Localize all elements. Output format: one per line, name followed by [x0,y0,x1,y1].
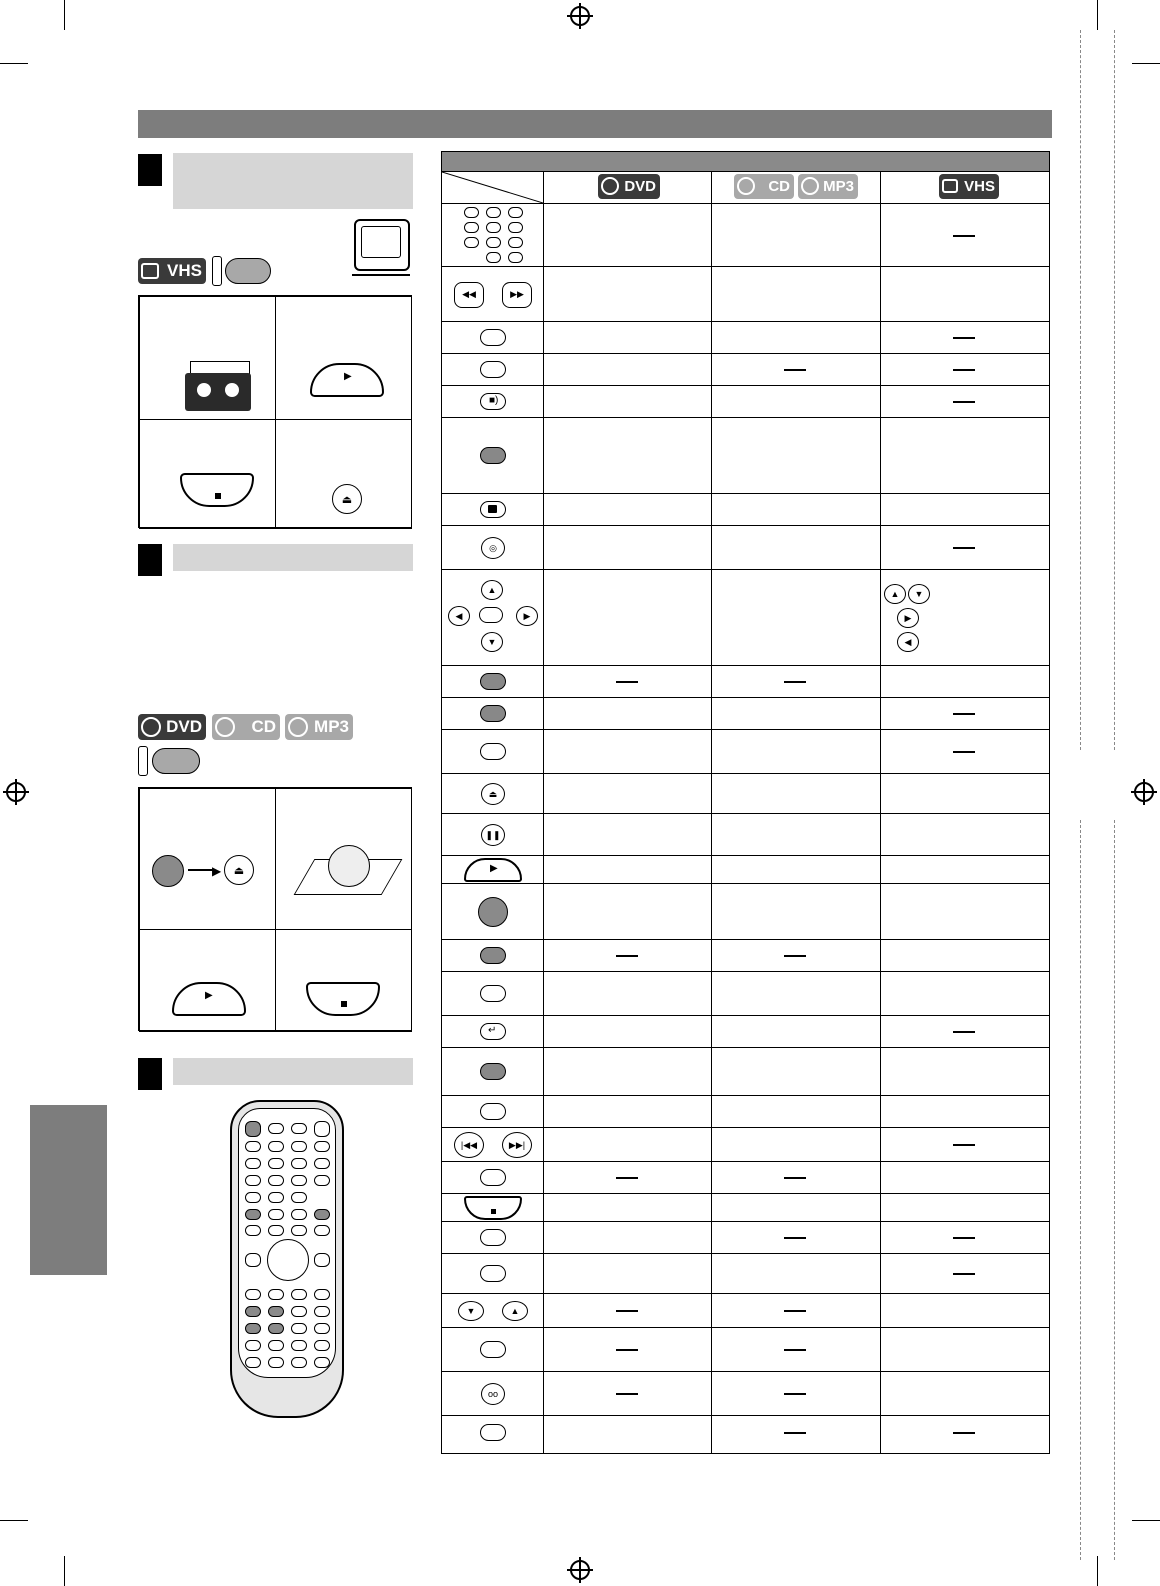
remote-key [291,1192,307,1203]
skip-forward-button-icon: ▶▶| [502,1132,532,1158]
remote-key [245,1253,261,1267]
remote-key [268,1357,284,1368]
remote-key [291,1340,307,1351]
function-table [441,151,1050,1454]
right-arrow-icon: ▶ [516,606,538,626]
remote-button-icon [480,361,506,378]
remote-key [291,1306,307,1317]
fast-forward-button-icon: ▶▶ [502,282,532,308]
step-cell-eject [275,419,412,529]
remote-key [245,1209,261,1220]
remote-face [238,1108,336,1378]
power-button-icon [152,855,184,887]
play-button-icon: ▶ [310,363,384,397]
table-row [442,814,1049,856]
remote-key [291,1357,307,1368]
table-row [442,940,1049,972]
table-header-row [442,152,1049,172]
remote-key [268,1123,284,1134]
remote-key [314,1306,330,1317]
remote-dpad [267,1239,309,1281]
up-arrow-icon: ▲ [481,580,503,600]
section-number-2 [138,544,162,576]
not-available-dash [616,681,638,683]
grey-round-button-icon [478,897,508,927]
remote-key [268,1141,284,1152]
vhs-cassette-icon [185,373,251,411]
remote-button-icon [480,985,506,1002]
table-row [442,730,1049,774]
remote-key [291,1289,307,1300]
not-available-dash [616,955,638,957]
table-row [442,1162,1049,1194]
remote-key [245,1340,261,1351]
remote-key [291,1225,307,1236]
remote-key [314,1225,330,1236]
remote-key [291,1209,307,1220]
not-available-dash [616,1393,638,1395]
number-key-icon [486,207,501,218]
not-available-dash [953,1273,975,1275]
remote-key [245,1192,261,1203]
not-available-dash [953,401,975,403]
left-arrow-icon: ◀ [897,632,919,652]
not-available-dash [616,1310,638,1312]
arrow-icon [188,869,214,871]
down-arrow-icon: ▼ [908,584,930,604]
remote-key [245,1175,261,1186]
table-vhs-badge [939,174,999,199]
crop-mark [64,1556,65,1586]
not-available-dash [953,1432,975,1434]
remote-key [245,1121,261,1137]
right-arrow-icon: ▶ [897,608,919,628]
not-available-dash [616,1349,638,1351]
remote-key [291,1175,307,1186]
tv-icon [354,219,410,271]
registration-mark-icon [570,1560,590,1580]
table-row [442,1016,1049,1048]
table-row [442,322,1049,354]
play-button-icon: ▶ [172,982,246,1016]
remote-button-icon [480,447,506,464]
section-heading-1 [173,153,413,209]
table-dvd-badge [598,174,660,199]
step-cell-play [275,296,412,420]
table-row [442,418,1049,494]
remote-key [314,1141,330,1152]
step-cell-load-disc [275,788,412,930]
number-key-icon [508,237,523,248]
remote-key [268,1323,284,1334]
remote-key [314,1209,330,1220]
not-available-dash [784,1237,806,1239]
remote-key [268,1225,284,1236]
remote-button-icon [480,705,506,722]
not-available-dash [784,1432,806,1434]
remote-control-illustration [230,1100,344,1418]
remote-button-icon [480,1229,506,1246]
crop-mark [0,1520,28,1521]
table-row [442,666,1049,698]
stop-button-icon [306,982,380,1016]
remote-key [314,1357,330,1368]
registration-mark-icon [6,782,26,802]
step-cell-stop [139,419,276,529]
not-available-dash [953,337,975,339]
table-row [442,774,1049,814]
fold-line [1080,820,1081,1560]
number-key-icon [464,207,479,218]
fold-line [1114,30,1115,750]
remote-key [314,1158,330,1169]
cd-badge [212,714,280,740]
remote-button-icon [480,329,506,346]
table-row [442,1294,1049,1328]
table-row [442,1128,1049,1162]
table-row [442,1048,1049,1096]
remote-key [268,1175,284,1186]
remote-key [245,1289,261,1300]
remote-button-icon [480,1063,506,1080]
up-arrow-icon: ▲ [502,1301,528,1321]
number-key-icon [486,222,501,233]
not-available-dash [784,681,806,683]
remote-button-icon [480,947,506,964]
table-row [442,972,1049,1016]
eject-button-icon: ⏏ [332,484,362,514]
table-row [442,204,1049,267]
remote-key [245,1141,261,1152]
remote-key [268,1158,284,1169]
table-row [442,1328,1049,1372]
dvd-mode-indicator [138,746,148,776]
number-key-icon [508,207,523,218]
remote-key [268,1289,284,1300]
table-row [442,856,1049,884]
enter-button-icon [479,607,503,623]
remote-key [291,1158,307,1169]
eject-button-icon: ⏏ [481,783,505,805]
remote-key [291,1123,307,1134]
remote-button-icon [480,1341,506,1358]
down-arrow-icon: ▼ [458,1301,484,1321]
table-dvd-label: DVD [624,178,656,195]
number-key-icon [464,222,479,233]
remote-key [314,1121,330,1137]
header-band [138,110,1052,138]
vhs-steps-grid [138,295,412,528]
remote-button-icon [480,743,506,760]
dvd-badge [138,714,206,740]
step-cell-play [139,929,276,1032]
remote-button-icon: ■) [480,393,506,410]
table-vhs-label: VHS [964,178,995,195]
up-arrow-icon: ▲ [884,584,906,604]
stop-button-icon [180,473,254,507]
cd-badge-label: CD [251,717,276,736]
table-row [442,698,1049,730]
remote-key [314,1253,330,1267]
crop-mark [64,0,65,30]
not-available-dash [784,1177,806,1179]
table-row [442,494,1049,526]
disc-steps-grid [138,787,412,1031]
table-row [442,354,1049,386]
registration-mark-icon [570,6,590,26]
not-available-dash [953,751,975,753]
crop-mark [0,63,28,64]
left-arrow-icon: ◀ [448,606,470,626]
not-available-dash [784,1310,806,1312]
not-available-dash [953,713,975,715]
section-heading-2 [173,544,413,571]
table-row [442,1194,1049,1222]
not-available-dash [953,369,975,371]
table-row [442,1222,1049,1254]
table-row [442,1254,1049,1294]
number-key-icon [508,252,523,263]
not-available-dash [784,369,806,371]
number-key-icon [508,222,523,233]
table-mp3-label: MP3 [823,178,854,195]
not-available-dash [953,235,975,237]
table-format-row [442,172,1049,204]
remote-key [268,1306,284,1317]
disc-icon [328,845,370,887]
down-arrow-icon: ▼ [481,632,503,652]
vhs-badge-label: VHS [167,261,202,280]
vcr-mode-indicator [212,256,222,286]
remote-key [245,1306,261,1317]
section-heading-3 [173,1058,413,1085]
table-cd-label: CD [768,178,790,195]
table-row [442,1372,1049,1416]
table-cd-badge [734,174,794,199]
rewind-button-icon: ◀◀ [454,282,484,308]
play-button-icon: ▶ [464,858,522,882]
fold-line [1114,820,1115,1560]
not-available-dash [616,1177,638,1179]
step-cell-insert-tape [139,296,276,420]
table-row [442,526,1049,570]
remote-button-icon: ↵ [480,1023,506,1040]
table-row [442,1416,1049,1449]
dvd-button-icon [152,748,200,774]
remote-key [314,1340,330,1351]
number-key-icon [486,237,501,248]
remote-button-icon [480,1424,506,1441]
vhs-badge [138,258,206,284]
step-cell-open-tray: ▶ ⏏ [139,788,276,930]
not-available-dash [953,1031,975,1033]
table-row [442,570,1049,666]
pause-button-icon: ❚❚ [481,824,505,846]
not-available-dash [953,1237,975,1239]
remote-button-icon [480,1103,506,1120]
fold-line [1080,30,1081,750]
dvd-badge-label: DVD [166,717,202,736]
vcr-button-icon: oo [481,1383,505,1405]
crop-mark [1097,1556,1098,1586]
remote-key [314,1175,330,1186]
stop-button-icon [464,1196,522,1220]
not-available-dash [784,1393,806,1395]
skip-back-button-icon: |◀◀ [454,1132,484,1158]
registration-mark-icon [1134,782,1154,802]
not-available-dash [784,1349,806,1351]
mp3-badge [285,714,353,740]
remote-key [291,1323,307,1334]
remote-key [245,1158,261,1169]
not-available-dash [953,547,975,549]
remote-key [291,1141,307,1152]
mp3-badge-label: MP3 [314,717,349,736]
table-row [442,386,1049,418]
dvd-button-icon: ◎ [481,537,505,559]
not-available-dash [953,1144,975,1146]
remote-key [245,1225,261,1236]
remote-button-icon [480,501,506,518]
eject-button-icon: ⏏ [224,855,254,885]
section-number-1 [138,154,162,186]
not-available-dash [784,955,806,957]
crop-mark [1132,63,1160,64]
remote-button-icon [480,1169,506,1186]
remote-button-icon [480,1265,506,1282]
table-row [442,267,1049,322]
remote-key [268,1340,284,1351]
remote-key [245,1357,261,1368]
crop-mark [1132,1520,1160,1521]
number-key-icon [464,237,479,248]
remote-key [245,1323,261,1334]
vcr-button-icon [225,258,271,284]
remote-key [314,1323,330,1334]
crop-mark [1097,0,1098,30]
table-row [442,884,1049,940]
number-key-icon [486,252,501,263]
table-row [442,1096,1049,1128]
remote-key [268,1209,284,1220]
remote-key [268,1192,284,1203]
section-number-3 [138,1058,162,1090]
table-mp3-badge [798,174,858,199]
step-cell-stop [275,929,412,1032]
remote-key [314,1289,330,1300]
remote-button-icon [480,673,506,690]
side-tab [30,1105,107,1275]
